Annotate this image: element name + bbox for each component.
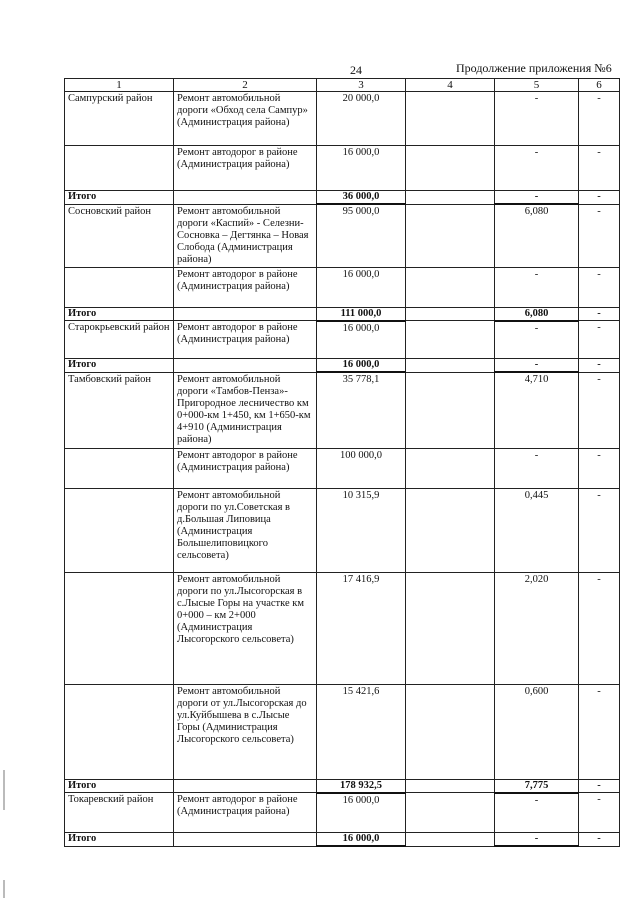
column-4-cell — [406, 488, 495, 572]
table-row — [65, 92, 620, 146]
total-amount: 111 000,0 — [317, 307, 406, 321]
work-description: Ремонт автомобильной дороги «Обход села Сампур» (Администрация района) — [174, 92, 317, 146]
total-amount: 36 000,0 — [317, 191, 406, 205]
column-4-cell — [406, 793, 495, 833]
amount-cell: 10 315,9 — [317, 488, 406, 572]
total-row — [65, 307, 620, 321]
amount-cell: 16 000,0 — [317, 321, 406, 359]
column-4-cell — [406, 359, 495, 373]
total-row — [65, 359, 620, 373]
total-label: Итого — [65, 359, 174, 373]
column-6-cell: - — [579, 448, 620, 488]
column-4-cell — [406, 321, 495, 359]
table-row — [65, 572, 620, 684]
work-description: Ремонт автодорог в районе (Администрация района) — [174, 448, 317, 488]
column-6-cell: - — [579, 372, 620, 448]
work-description: Ремонт автодорог в районе (Администрация района) — [174, 267, 317, 307]
column-6-cell: - — [579, 204, 620, 267]
column-6-cell: - — [579, 684, 620, 779]
header-cell-6: 6 — [579, 79, 620, 92]
header-cell-1: 1 — [65, 79, 174, 92]
length-cell: 6,080 — [495, 204, 579, 267]
column-4-cell — [406, 307, 495, 321]
column-4-cell — [406, 204, 495, 267]
district-cell — [65, 146, 174, 191]
column-4-cell — [406, 572, 495, 684]
amount-cell: 95 000,0 — [317, 204, 406, 267]
amount-cell: 15 421,6 — [317, 684, 406, 779]
total-length: - — [495, 191, 579, 205]
length-cell: 2,020 — [495, 572, 579, 684]
column-4-cell — [406, 833, 495, 847]
scan-artifact — [3, 880, 5, 898]
scan-artifact — [3, 770, 5, 810]
total-amount: 178 932,5 — [317, 779, 406, 793]
district-cell — [65, 684, 174, 779]
column-6-cell: - — [579, 359, 620, 373]
district-cell: Старокрьевский район — [65, 321, 174, 359]
column-4-cell — [406, 779, 495, 793]
amount-cell: 35 778,1 — [317, 372, 406, 448]
header-cell-4: 4 — [406, 79, 495, 92]
amount-cell: 16 000,0 — [317, 793, 406, 833]
table-row — [65, 204, 620, 267]
amount-cell: 20 000,0 — [317, 92, 406, 146]
continuation-caption: Продолжение приложения №6 — [456, 61, 612, 75]
total-amount: 16 000,0 — [317, 359, 406, 373]
column-6-cell: - — [579, 793, 620, 833]
table-row — [65, 488, 620, 572]
amount-cell: 100 000,0 — [317, 448, 406, 488]
amount-cell: 16 000,0 — [317, 267, 406, 307]
total-length: 7,775 — [495, 779, 579, 793]
column-4-cell — [406, 92, 495, 146]
work-description: Ремонт автомобильной дороги «Каспий» - Селезни- Сосновка – Дегтянка – Новая Слобода (Администрация района) — [174, 204, 317, 267]
empty-cell — [174, 833, 317, 847]
work-description: Ремонт автомобильной дороги по ул.Советская в д.Большая Липовица (Администрация Большелиповицкого сельсовета) — [174, 488, 317, 572]
work-description: Ремонт автодорог в районе (Администрация района) — [174, 146, 317, 191]
length-cell: 4,710 — [495, 372, 579, 448]
column-6-cell: - — [579, 191, 620, 205]
empty-cell — [174, 191, 317, 205]
total-amount: 16 000,0 — [317, 833, 406, 847]
empty-cell — [174, 359, 317, 373]
column-6-cell: - — [579, 833, 620, 847]
empty-cell — [174, 779, 317, 793]
column-6-cell: - — [579, 488, 620, 572]
header-cell-3: 3 — [317, 79, 406, 92]
amount-cell: 16 000,0 — [317, 146, 406, 191]
total-label: Итого — [65, 779, 174, 793]
table-row — [65, 372, 620, 448]
length-cell: - — [495, 448, 579, 488]
column-4-cell — [406, 146, 495, 191]
total-length: 6,080 — [495, 307, 579, 321]
table-body — [65, 79, 620, 847]
total-label: Итого — [65, 191, 174, 205]
length-cell: 0,600 — [495, 684, 579, 779]
district-cell — [65, 572, 174, 684]
district-cell: Сосновский район — [65, 204, 174, 267]
district-cell — [65, 488, 174, 572]
table-row — [65, 448, 620, 488]
work-description: Ремонт автодорог в районе (Администрация района) — [174, 321, 317, 359]
column-6-cell: - — [579, 779, 620, 793]
column-6-cell: - — [579, 92, 620, 146]
column-4-cell — [406, 372, 495, 448]
district-cell — [65, 448, 174, 488]
header-row — [65, 79, 620, 92]
amount-cell: 17 416,9 — [317, 572, 406, 684]
column-4-cell — [406, 191, 495, 205]
work-description: Ремонт автомобильной дороги «Тамбов-Пенза»-Пригородное лесничество км 0+000-км 1+450, км 1+650-км 4+910 (Администрация района) — [174, 372, 317, 448]
length-cell: - — [495, 267, 579, 307]
column-4-cell — [406, 684, 495, 779]
work-description: Ремонт автомобильной дороги по ул.Лысогорская в с.Лысые Горы на участке км 0+000 – км 2+000 (Администрация Лысогорского сельсовета) — [174, 572, 317, 684]
work-description: Ремонт автомобильной дороги от ул.Лысогорская до ул.Куйбышева в с.Лысые Горы (Администрация Лысогорского сельсовета) — [174, 684, 317, 779]
roads-repair-table — [64, 78, 620, 847]
length-cell: - — [495, 146, 579, 191]
column-4-cell — [406, 448, 495, 488]
total-length: - — [495, 359, 579, 373]
total-row — [65, 833, 620, 847]
header-cell-2: 2 — [174, 79, 317, 92]
table-row — [65, 267, 620, 307]
district-cell: Сампурский район — [65, 92, 174, 146]
total-label: Итого — [65, 833, 174, 847]
page-number: 24 — [350, 63, 362, 77]
total-row — [65, 191, 620, 205]
length-cell: - — [495, 793, 579, 833]
table-row — [65, 684, 620, 779]
table-row — [65, 321, 620, 359]
table-row — [65, 146, 620, 191]
length-cell: - — [495, 321, 579, 359]
district-cell: Тамбовский район — [65, 372, 174, 448]
work-description: Ремонт автодорог в районе (Администрация района) — [174, 793, 317, 833]
total-length: - — [495, 833, 579, 847]
header-cell-5: 5 — [495, 79, 579, 92]
column-4-cell — [406, 267, 495, 307]
empty-cell — [174, 307, 317, 321]
column-6-cell: - — [579, 307, 620, 321]
total-label: Итого — [65, 307, 174, 321]
column-6-cell: - — [579, 321, 620, 359]
district-cell — [65, 267, 174, 307]
column-6-cell: - — [579, 146, 620, 191]
total-row — [65, 779, 620, 793]
column-6-cell: - — [579, 572, 620, 684]
table-row — [65, 793, 620, 833]
length-cell: 0,445 — [495, 488, 579, 572]
length-cell: - — [495, 92, 579, 146]
column-6-cell: - — [579, 267, 620, 307]
district-cell: Токаревский район — [65, 793, 174, 833]
